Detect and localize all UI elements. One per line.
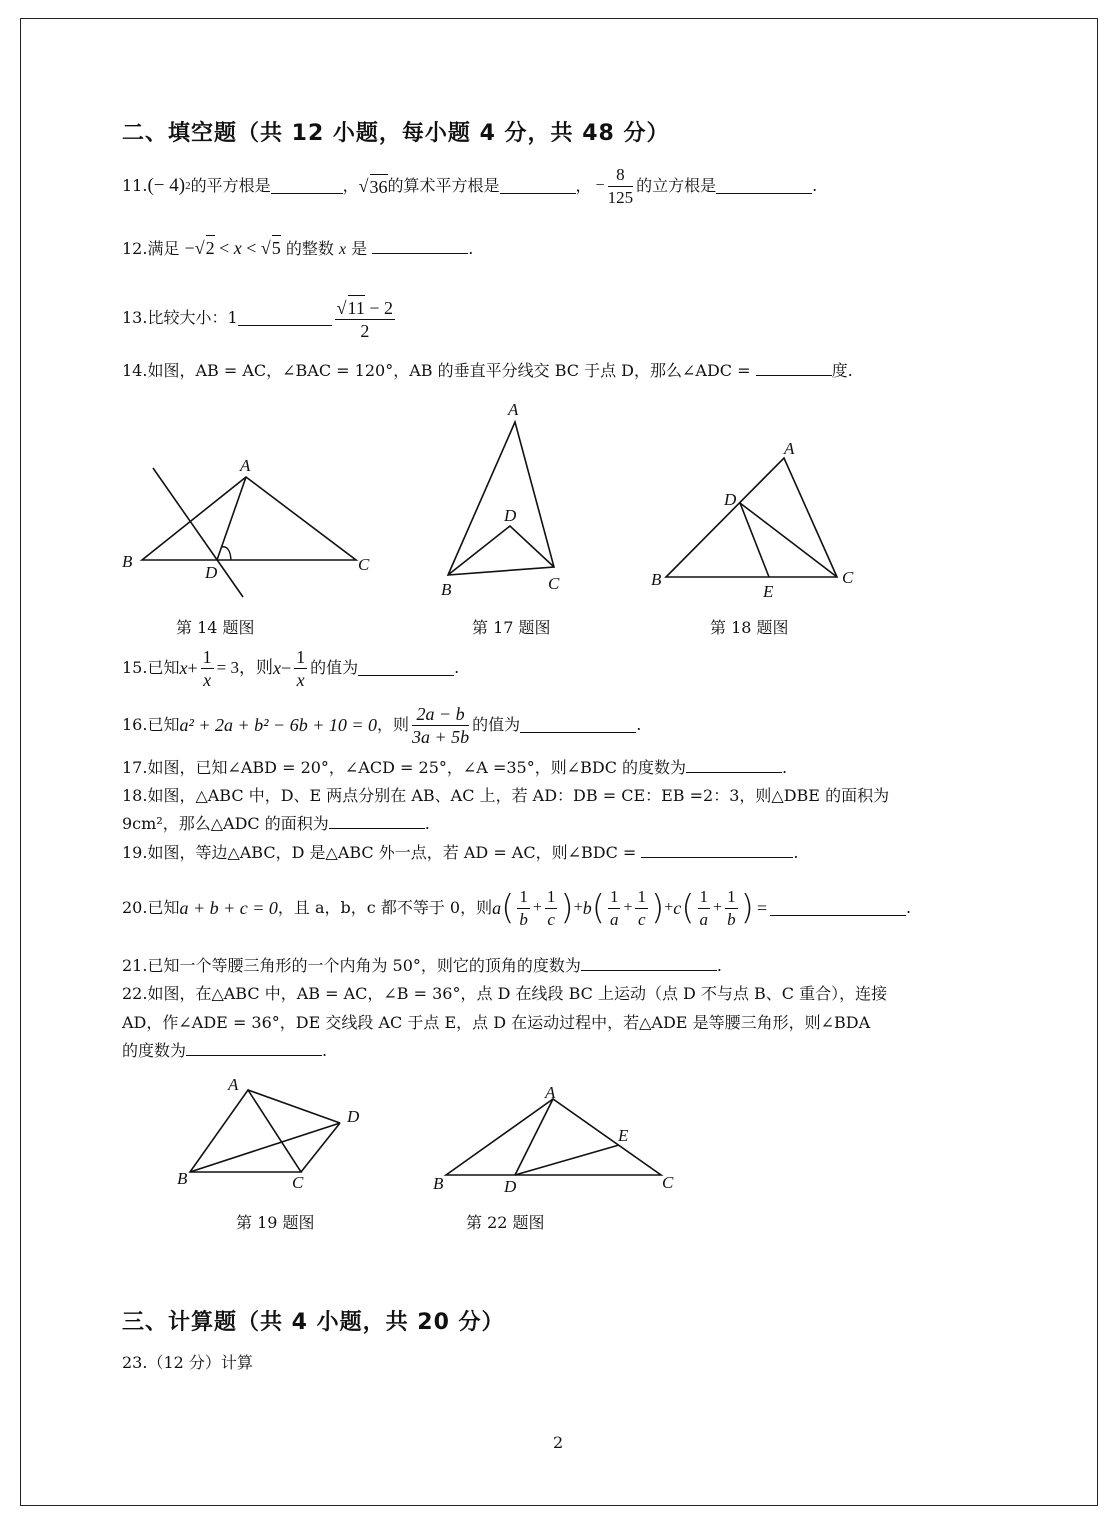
q20-frac-1c [545,886,558,931]
q13-num-rest: − 2 [364,297,394,318]
q11-sqrt: 36 [370,174,388,198]
q20-c: c [673,898,682,918]
q16-number: 16. [122,715,148,734]
q15-frac1-num: 1 [202,646,212,667]
fig22-label-c: C [662,1173,674,1192]
q21-blank[interactable] [581,956,717,971]
q11-sep2: ， [575,176,592,195]
q13-text1: 比较大小：1 [147,308,238,327]
figure-22 [433,1083,674,1196]
q16-expression: a² + 2a + b² − 6b + 10 = 0 [179,715,377,735]
figures-row-1 [110,395,870,610]
q20-number: 20. [122,898,148,917]
q20-frac-1a-2 [698,886,711,931]
question-22-line2: AD，作∠ADE = 36°，DE 交线段 AC 于点 E，点 D 在运动过程中，若△ADE 是等腰三角形，则∠BDA [122,1013,871,1032]
q19-end: . [793,843,799,862]
q16-fraction [412,703,469,748]
fig18-label-d: D [724,490,737,509]
q13-frac-den: 2 [360,320,370,341]
question-18-line2 [122,813,430,835]
q11-text3: 的立方根是 [636,176,717,195]
q15-frac2-num: 1 [296,646,306,667]
caption-fig19: 第 19 题图 [236,1213,315,1232]
q13-fraction: $\frac{√11 - 2}{2}$ [335,295,395,342]
question-11: 11. (− 4) 2 的平方根是 ， √ 36 的算术平方根是 ， − $\frac{8}{125}$ 的立方根是 . [122,164,818,207]
q20-num: 1 [725,886,738,909]
q12-blank[interactable] [372,239,468,254]
q22-blank[interactable] [186,1041,322,1056]
q16-frac-num: 2a − b [412,703,469,726]
q15-frac2 [294,646,307,691]
q20-den: a [609,909,619,929]
q11-sep1: ， [342,176,359,195]
q12-number: 12. [122,239,148,258]
q20-text1: 已知 [147,898,180,917]
q15-frac1 [201,646,214,691]
figures-row-2 [160,1068,700,1203]
q17-text: 17.如图，已知∠ABD = 20°，∠ACD = 25°，∠A =35°，则∠BDC 的度数为 [122,758,687,777]
q15-blank[interactable] [358,661,454,676]
q18-blank[interactable] [329,814,425,829]
q15-number: 15. [122,658,148,677]
q20-plus: + [664,899,674,916]
q20-frac-1b-2 [725,886,738,931]
q12-end: . [468,239,474,258]
q15-text2: 的值为 [310,658,359,677]
q18-text2: 9cm²，那么△ADC 的面积为 [122,814,329,833]
question-13 [122,290,398,346]
fig17-label-d: D [504,506,517,525]
fig17-label-a: A [508,400,519,419]
question-22-line3 [122,1040,327,1062]
q20-frac-1c-2 [635,886,648,931]
fig19-label-d: D [347,1107,360,1126]
q16-blank[interactable] [520,718,636,733]
q11-frac-den: 125 [607,187,634,207]
q12-lt1: < [214,238,234,258]
q15-frac2-den: x [296,669,305,690]
q12-x: x [233,238,242,258]
section-title-3: 三、计算题（共 4 小题，共 20 分） [122,1310,505,1335]
q14-text: 14.如图，AB = AC，∠BAC = 120°，AB 的垂直平分线交 BC 于点 D，那么∠ADC = [122,361,756,380]
q12-x2: x [338,241,347,258]
caption-fig18: 第 18 题图 [710,618,789,637]
figure-14 [122,456,370,597]
q20-end: . [906,898,912,917]
page-number: 2 [553,1433,564,1452]
q16-text2: ，则 [377,715,410,734]
question-20: 20. 已知 a + b + c = 0 ，且 a，b，c 都不等于 0，则 a ( $\frac{1}{b}$ + $\frac{1}{c}$ ) + b ( $\frac{1}{a}$ + $\frac{1}{c}$ ) + c ( $\frac{1}{a}$ + $\frac{1}{b}$ ) = . [122,886,912,929]
q20-den: b [727,909,736,929]
q11-exp: 2 [185,180,191,192]
question-18-line1: 18.如图，△ABC 中，D、E 两点分别在 AB、AC 上，若 AD：DB = CE：EB =2：3，则△DBE 的面积为 [122,786,890,805]
q20-plus: + [573,899,583,916]
q13-blank[interactable] [238,311,332,326]
fig14-label-b: B [122,552,133,571]
fig19-label-a: A [228,1075,239,1094]
q11-fraction [608,164,634,209]
q21-text: 21.已知一个等腰三角形的一个内角为 50°，则它的顶角的度数为 [122,956,581,975]
q13-number: 13. [122,308,148,327]
question-16 [122,698,641,752]
q15-frac1-den: x [203,669,212,690]
question-15 [122,642,459,694]
fig19-label-c: C [292,1173,304,1192]
q22-text3: 的度数为 [122,1041,187,1060]
q20-num: 1 [545,886,558,909]
q20-num: 1 [517,886,530,909]
q22-end: . [322,1041,328,1060]
q20-num: 1 [635,886,648,909]
q15-eq: = 3，则 [216,658,273,677]
fig14-label-c: C [358,555,370,574]
q11-end: . [812,176,818,195]
q15-text1: 已知 [147,658,180,677]
fig14-label-d: D [205,563,218,582]
q20-plus: + [623,899,633,916]
section-title: 二、填空题（共 12 小题，每小题 4 分，共 48 分） [122,121,670,146]
fig22-label-e: E [618,1126,629,1145]
fig22-label-a: A [545,1083,556,1102]
figure-17 [441,400,560,599]
question-23: 23.（12 分）计算 [122,1353,253,1372]
question-12: 12.满足 −√2 < x < √5 的整数 x 是 . [122,235,473,261]
q19-text: 19.如图，等边△ABC，D 是△ABC 外一点，若 AD = AC，则∠BDC = [122,843,642,862]
q20-den: b [519,909,528,929]
q20-den: c [637,909,646,929]
q19-blank[interactable] [641,843,793,858]
fig22-label-d: D [504,1177,517,1196]
q13-sqrt: 11 [348,295,365,319]
q11-blank3[interactable] [716,179,812,194]
question-14 [122,360,853,382]
fig22-label-b: B [433,1174,444,1193]
q16-end: . [636,715,642,734]
q11-text1: 的平方根是 [190,176,271,195]
caption-fig22: 第 22 题图 [466,1213,545,1232]
q11-blank2[interactable] [500,179,576,194]
q12-neg: − [184,238,195,258]
q11-text2: 的算术平方根是 [387,176,500,195]
q12-root2: 5 [272,235,281,259]
q20-eq: = [756,898,767,918]
q17-blank[interactable] [686,758,782,773]
q20-text2: ，且 a，b，c 都不等于 0，则 [277,898,493,917]
q20-frac-1b [517,886,530,931]
q20-blank[interactable] [770,901,906,916]
q17-end: . [782,758,788,777]
q14-blank[interactable] [756,361,832,376]
q20-b: b [582,898,592,918]
figure-18 [651,439,854,601]
fig17-label-b: B [441,580,452,599]
q11-blank1[interactable] [271,179,343,194]
q11-number: 11. [122,176,148,195]
q15-minus: − [280,658,292,678]
q12-text3: 是 [346,239,373,258]
q20-a: a [492,898,502,918]
fig14-label-a: A [240,456,251,475]
q16-text1: 已知 [147,715,180,734]
q11-neg: − [595,177,605,194]
fig18-label-c: C [842,568,854,587]
fig18-label-b: B [651,570,662,589]
q20-expression: a + b + c = 0 [179,898,278,918]
q20-num: 1 [608,886,621,909]
q12-text1: 满足 [147,239,185,258]
q15-x2: x [272,658,281,678]
question-21 [122,955,722,977]
question-19 [122,842,799,864]
q20-num: 1 [698,886,711,909]
q16-frac-den: 3a + 5b [412,726,470,747]
q20-den: c [547,909,555,929]
q11-frac-num: 8 [608,164,634,187]
q14-end: 度. [831,361,853,380]
caption-fig17: 第 17 题图 [472,618,551,637]
q20-plus: + [532,899,542,916]
question-17 [122,757,787,779]
q20-den: a [699,909,709,929]
q12-root1: 2 [206,235,215,259]
fig18-label-e: E [763,582,774,601]
q12-text2: 的整数 [280,239,339,258]
q18-end: . [424,814,430,833]
q12-lt2: < [241,238,261,258]
q21-end: . [716,956,722,975]
fig18-label-a: A [784,439,795,458]
figure-19 [177,1075,360,1192]
q15-plus: + [187,658,198,678]
fig17-label-c: C [548,574,560,593]
q15-end: . [454,658,460,677]
q11-base: (− 4) [147,175,186,196]
q16-text3: 的值为 [472,715,521,734]
question-22-line1: 22.如图，在△ABC 中，AB = AC，∠B = 36°，点 D 在线段 BC 上运动（点 D 不与点 B、C 重合），连接 [122,984,888,1003]
fig19-label-b: B [177,1169,188,1188]
q20-plus: + [713,899,723,916]
q20-frac-1a [608,886,621,931]
caption-fig14: 第 14 题图 [176,618,255,637]
q15-x: x [179,658,188,678]
